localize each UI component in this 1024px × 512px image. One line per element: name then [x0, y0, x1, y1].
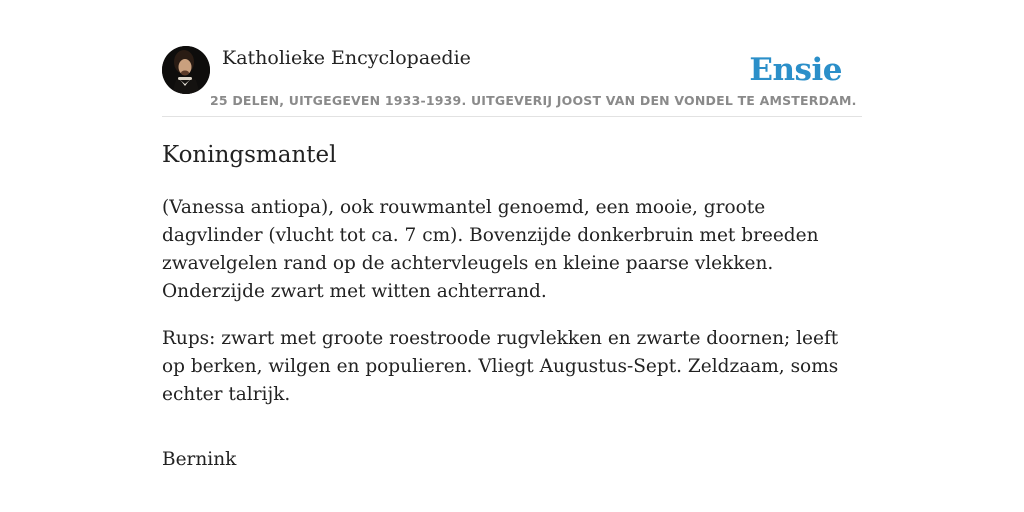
article-title: Koningsmantel — [162, 142, 337, 168]
source-title[interactable]: Katholieke Encyclopaedie — [222, 47, 471, 69]
article — [162, 138, 862, 474]
article-paragraph: (Vanessa antiopa), ook rouwmantel genoemd, een mooie, groote dagvlinder (vlucht tot ca. 7 cm). Bovenzijde donkerbruin met breeden zwavelgelen rand op de achtervleugels en kleine paarse vlekken. Onderzijde zwart met witten achterrand. — [162, 197, 819, 302]
source-subtitle: 25 DELEN, UITGEGEVEN 1933-1939. UITGEVERIJ JOOST VAN DEN VONDEL TE AMSTERDAM. — [210, 93, 857, 108]
article-paragraph: Rups: zwart met groote roestroode rugvlekken en zwarte doornen; leeft op berken, wilgen en populieren. Vliegt Augustus-Sept. Zeldzaam, soms echter talrijk. — [162, 328, 839, 405]
article-author: Bernink — [162, 449, 237, 470]
portrait-avatar-icon — [162, 46, 210, 94]
source-avatar[interactable] — [162, 46, 210, 94]
source-header — [162, 46, 862, 117]
ensie-logo[interactable]: Ensie — [749, 52, 842, 88]
